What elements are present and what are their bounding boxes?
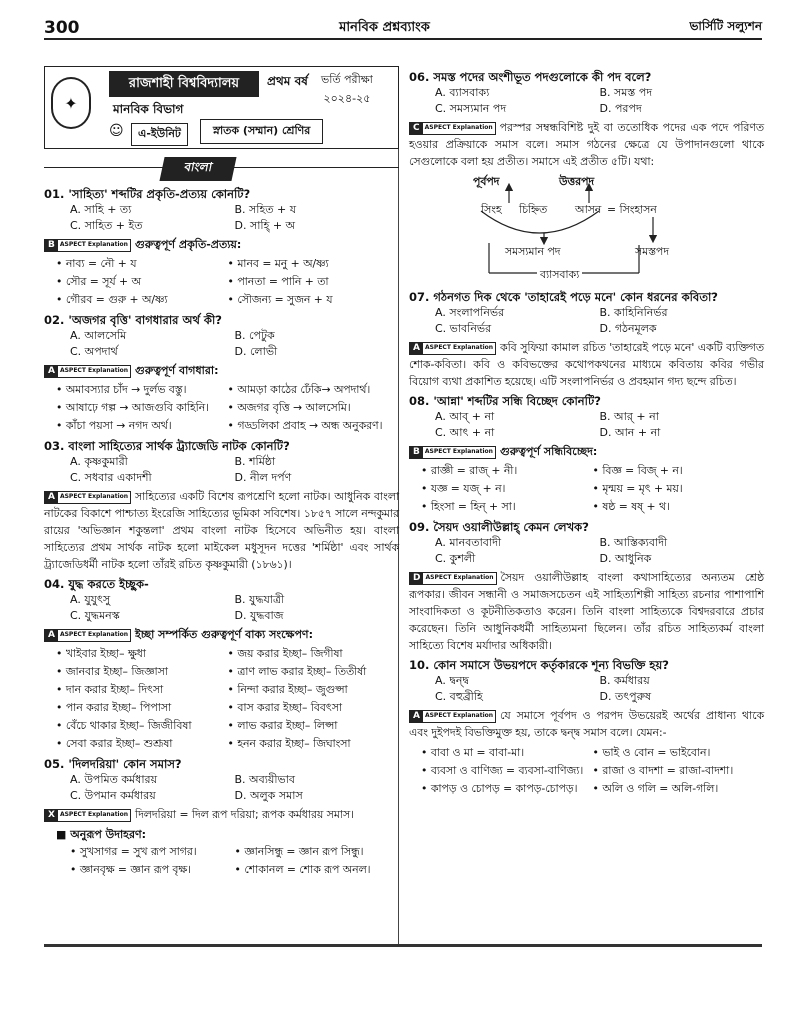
page-number: 300 xyxy=(44,18,80,38)
list-item: • অমাবস্যার চাঁদ → দুর্লভ বস্তু। xyxy=(56,381,228,399)
list-item: • দান করার ইচ্ছা– দিৎসা xyxy=(56,681,228,699)
diagram-word: চিহ্নিত xyxy=(519,203,548,216)
option: B. পেটুক xyxy=(234,329,275,342)
list-item: • ত্রাণ লাভ করার ইচ্ছা– তিতীর্ষা xyxy=(228,663,400,681)
list-item: • জয় করার ইচ্ছা– জিগীষা xyxy=(228,645,400,663)
option: B. যুদ্ধযাত্রী xyxy=(234,593,285,606)
list-item: • গৌরব = গুরু + অ/ষ্ণ্য xyxy=(56,291,228,309)
options-grid xyxy=(44,772,399,804)
list-item: • সুখসাগর = সুখ রূপ সাগর। xyxy=(70,843,235,861)
list-item: • পান করার ইচ্ছা– পিপাসা xyxy=(56,699,228,717)
explanation-text: X ASPECT Explanation দিলদরিয়া = দিল রূপ দরিয়া; রূপক কর্মধারয় সমাস। xyxy=(44,806,399,823)
option: C. যুদ্ধমনস্ক xyxy=(70,609,120,622)
university-name: রাজশাহী বিশ্ববিদ্যালয় xyxy=(109,71,259,97)
list-item: • লাভ করার ইচ্ছা– লিপ্সা xyxy=(228,717,400,735)
option: B. কাহিনিনির্ভর xyxy=(599,306,668,319)
question-block xyxy=(409,393,764,516)
bullet-list xyxy=(44,645,399,753)
option: B. আস্তিক্যবাদী xyxy=(599,536,668,549)
list-item: • গড্ডলিকা প্রবাহ → অন্ধ অনুকরণ। xyxy=(228,417,400,435)
answer-badge: A ASPECT Explanation xyxy=(44,365,131,378)
class-label: স্নাতক (সম্মান) শ্রেণির xyxy=(200,119,323,144)
samasyaman-label: সমস্যমান পদ xyxy=(505,245,561,258)
option: A. ব্যাসবাক্য xyxy=(435,86,490,99)
list-item: • কাঁচা পয়সা → নগদ অর্থ। xyxy=(56,417,228,435)
unit-label: এ-ইউনিট xyxy=(131,123,188,146)
list-item: • সেবা করার ইচ্ছা– শুশ্রূষা xyxy=(56,735,228,753)
answer-badge: D ASPECT Explanation xyxy=(409,572,497,585)
list-item: • বেঁচে থাকার ইচ্ছা– জিজীবিষা xyxy=(56,717,228,735)
question-block xyxy=(44,312,399,435)
list-item: • মৃন্ময় = মৃৎ + ময়। xyxy=(593,480,765,498)
options-grid xyxy=(44,592,399,624)
option: A. সাহি + ত্য xyxy=(70,203,132,216)
bullet-list xyxy=(44,843,399,879)
option: A. দ্বন্দ্ব xyxy=(435,674,469,687)
option: B. কর্মধারয় xyxy=(599,674,650,687)
list-item: • মানব = মনু + অ/ষ্ণ্য xyxy=(228,255,400,273)
option: B. সহিত + য xyxy=(234,203,297,216)
question-text: 01. 'সাহিত্য' শব্দটির প্রকৃতি-প্রত্যয় কোনটি? xyxy=(44,187,251,201)
question-block xyxy=(44,756,399,879)
answer-badge: A ASPECT Explanation xyxy=(44,491,131,504)
option: D. যুদ্ধবাজ xyxy=(234,609,284,622)
list-item: • ব্যবসা ও বাণিজ্য = ব্যবসা-বাণিজ্য। xyxy=(421,762,593,780)
answer-badge: A ASPECT Explanation xyxy=(409,342,496,355)
question-text: 09. সৈয়দ ওয়ালীউল্লাহ্ কেমন লেখক? xyxy=(409,520,589,534)
option: C. কুশলী xyxy=(435,552,476,565)
list-item: • জ্ঞানসিন্ধু = জ্ঞান রূপ সিন্ধু। xyxy=(235,843,400,861)
subject-tag: বাংলা xyxy=(159,157,236,181)
question-block xyxy=(409,289,764,390)
list-item: • নাব্য = নৌ + য xyxy=(56,255,228,273)
question-block xyxy=(409,519,764,654)
byasbakya-label: ব্যাসবাক্য xyxy=(537,266,582,285)
question-text: 06. সমস্ত পদের অংশীভূত পদগুলোকে কী পদ বলে? xyxy=(409,70,652,84)
option: A. আব্ + না xyxy=(435,410,495,423)
book-title: মানবিক প্রশ্নব্যাংক xyxy=(339,19,430,35)
option: D. তৎপুরুষ xyxy=(599,690,652,703)
list-item: • বাবা ও মা = বাবা-মা। xyxy=(421,744,593,762)
list-item: • ভাই ও বোন = ভাইবোন। xyxy=(593,744,765,762)
explanation-title: B ASPECT Explanation গুরুত্বপূর্ণ প্রকৃতি-প্রত্যয়: xyxy=(44,236,399,253)
explanation-text: D ASPECT Explanation সৈয়দ ওয়ালীউল্লাহ বাংলা কথাসাহিত্যের অন্যতম শ্রেষ্ঠ রূপকার। জীবন সন্ধানী ও সমাজসচেতন এই সাহিত্যশিল্পী সাহিত্য রচনার পাশাপাশি সাংবাদিকতা ও কূটনীতিকতাও করেন। তিনি বাংলা সাহিত্যকে বিশ্বদরবারে প্রচার করেছেন। তিনি আধুনিকধর্মী সাহিত্যমনা ছিলেন। তাঁর রচিত সাহিত্যকর্ম বাংলা সাহিত্যে বিশেষ মর্যাদার অধিকারী। xyxy=(409,571,764,652)
list-item: • জানবার ইচ্ছা– জিজ্ঞাসা xyxy=(56,663,228,681)
question-text: 04. যুদ্ধ করতে ইচ্ছুক- xyxy=(44,577,149,591)
list-item: • আষাঢ়ে গল্প → আজগুবি কাহিনি। xyxy=(56,399,228,417)
explanation-title: A ASPECT Explanation গুরুত্বপূর্ণ বাগধারা: xyxy=(44,362,399,379)
options-grid xyxy=(409,409,764,441)
question-block xyxy=(409,657,764,798)
options-grid xyxy=(409,535,764,567)
option: D. পরপদ xyxy=(599,102,642,115)
question-text: 02. 'অজগর বৃত্তি' বাগধারার অর্থ কী? xyxy=(44,313,222,327)
question-block xyxy=(409,69,764,285)
list-item: • জ্ঞানবৃক্ষ = জ্ঞান রূপ বৃক্ষ। xyxy=(70,861,235,879)
options-grid xyxy=(44,454,399,486)
options-grid xyxy=(409,85,764,117)
exam-session-year: ২০২৪-২৫ xyxy=(323,92,371,105)
list-item: • আমড়া কাঠের ঢেঁকি→ অপদার্থ। xyxy=(228,381,400,399)
option: C. বহুব্রীহি xyxy=(435,690,483,703)
option: B. অব্যয়ীভাব xyxy=(234,773,296,786)
list-item: • অজগর বৃত্তি → আলসেমি। xyxy=(228,399,400,417)
list-item: • রাজা ও বাদশা = রাজা-বাদশা। xyxy=(593,762,765,780)
option: D. আধুনিক xyxy=(599,552,652,565)
page-header xyxy=(44,18,762,40)
options-grid xyxy=(44,202,399,234)
option: C. সধবার একাদশী xyxy=(70,471,152,484)
question-text: 07. গঠনগত দিক থেকে 'তাহারেই পড়ে মনে' কোন ধরনের কবিতা? xyxy=(409,290,718,304)
diagram-word: সিংহ xyxy=(481,203,502,216)
list-item: • ষষ্ঠ = ষষ্ + থ। xyxy=(593,498,765,516)
explanation-title: A ASPECT Explanation ইচ্ছা সম্পর্কিত গুরুত্বপূর্ণ বাক্য সংক্ষেপণ: xyxy=(44,626,399,643)
smile-icon: ☺ xyxy=(109,123,124,139)
option: A. মানবতাবাদী xyxy=(435,536,501,549)
list-item: • অলি ও গলি = অলি-গলি। xyxy=(593,780,765,798)
bullet-list xyxy=(44,255,399,309)
option: C. সাহিত + ইত xyxy=(70,219,143,232)
question-text: 10. কোন সমাসে উভয়পদে কর্তৃকারকে শূন্য বিভক্তি হয়? xyxy=(409,658,669,672)
option: B. শর্মিষ্ঠা xyxy=(234,455,276,468)
answer-badge: X ASPECT Explanation xyxy=(44,809,131,822)
option: A. উপমিত কর্মধারয় xyxy=(70,773,158,786)
purvapad-label: পূর্বপদ xyxy=(473,175,500,188)
list-item: • বাস করার ইচ্ছা– বিবৎসা xyxy=(228,699,400,717)
bullet-list xyxy=(44,381,399,435)
question-text: 05. 'দিলদরিয়া' কোন সমাস? xyxy=(44,757,182,771)
page-bottom-rule xyxy=(44,944,762,947)
option: D. অলুক সমাস xyxy=(234,789,303,802)
question-block xyxy=(44,186,399,309)
department-name: মানবিক বিভাগ xyxy=(113,102,184,116)
option: C. ভাবনির্ভর xyxy=(435,322,492,335)
option: A. যুযুৎসু xyxy=(70,593,111,606)
list-item: • সৌজন্য = সুজন + য xyxy=(228,291,400,309)
option: B. আর্ + না xyxy=(599,410,659,423)
diagram-word: আসন xyxy=(575,203,602,216)
list-item: • শোকানল = শোক রূপ অনল। xyxy=(235,861,400,879)
list-item: • হিংসা = হিন্ + সা। xyxy=(421,498,593,516)
explanation-title: B ASPECT Explanation গুরুত্বপূর্ণ সন্ধিবিচ্ছেদ: xyxy=(409,443,764,460)
options-grid xyxy=(409,305,764,337)
answer-badge: B ASPECT Explanation xyxy=(409,446,496,459)
question-text: 03. বাংলা সাহিত্যের সার্থক ট্র্যাজেডি নাটক কোনটি? xyxy=(44,439,290,453)
list-item: • খাইবার ইচ্ছা– ক্ষুধা xyxy=(56,645,228,663)
university-logo-icon: ✦ xyxy=(51,77,91,129)
option: A. কৃষ্ণকুমারী xyxy=(70,455,128,468)
bullet-list xyxy=(409,462,764,516)
list-item: • পানতা = পানি + তা xyxy=(228,273,400,291)
subject-row xyxy=(44,153,399,183)
explanation-text: A ASPECT Explanation যে সমাসে পূর্বপদ ও পরপদ উভয়েরই অর্থের প্রাধান্য থাকে এবং দুইপদই বিভক্তিমুক্ত হয়, তাকে দ্বন্দ্ব সমাস বলে। যেমন:- xyxy=(409,709,764,739)
option: D. নীল দর্পণ xyxy=(234,471,292,484)
list-item: • বিজ্ঞ = বিজ্ + ন। xyxy=(593,462,765,480)
answer-badge: A ASPECT Explanation xyxy=(409,710,496,723)
option: D. সাহি্ + অ xyxy=(234,219,296,232)
list-item: • হনন করার ইচ্ছা– জিঘাংসা xyxy=(228,735,400,753)
option: A. সংলাপনির্ভর xyxy=(435,306,505,319)
answer-badge: B ASPECT Explanation xyxy=(44,239,131,252)
publisher-name: ভার্সিটি সল্যুশন xyxy=(689,19,762,33)
options-grid xyxy=(409,673,764,705)
question-block xyxy=(44,438,399,573)
exam-session xyxy=(321,71,373,109)
list-item: • রাজ্ঞী = রাজ্ + নী। xyxy=(421,462,593,480)
answer-badge: C ASPECT Explanation xyxy=(409,122,496,135)
option: C. আৎ + না xyxy=(435,426,495,439)
explanation-text: A ASPECT Explanation কবি সুফিয়া কামাল রচিত 'তাহারেই পড়ে মনে' একটি ব্যক্তিগত শোক-কবিতা। কবি ও কবিভক্তের কথোপকথনের মাধ্যমে কবিতায় কবির গভীর বিয়োগ ব্যথা প্রকাশিত হয়েছে। এটি সংলাপনির্ভর ও প্রবহমান গদ্য ছন্দে রচিত। xyxy=(409,341,764,388)
uttarpad-label: উত্তরপদ xyxy=(559,175,595,188)
list-item: • কাপড় ও চোপড় = কাপড়-চোপড়। xyxy=(421,780,593,798)
option: A. আলসেমি xyxy=(70,329,127,342)
samastapad-label: সমস্তপদ xyxy=(635,245,669,258)
option: C. উপমান কর্মধারয় xyxy=(70,789,156,802)
bullet-list xyxy=(409,744,764,798)
option: C. সমস্যমান পদ xyxy=(435,102,507,115)
sub-heading: ■ অনুরূপ উদাহরণ: xyxy=(56,826,399,843)
answer-badge: A ASPECT Explanation xyxy=(44,629,131,642)
exam-title: ভর্তি পরীক্ষা xyxy=(321,73,373,86)
list-item: • যজ্ঞ = যজ্ + ন। xyxy=(421,480,593,498)
explanation-text: C ASPECT Explanation পরস্পর সম্বন্ধবিশিষ্ট দুই বা ততোধিক পদের এক পদে পরিণত হওয়ার প্রক্রিয়াকে সমাস বলে। সমাস গঠনের ক্ষেত্রে যে উপাদানগুলো থাকে সেগুলোকে বলা হয় প্রতীত। সমাসে এই প্রতীত ৫টি। যথা: xyxy=(409,121,764,168)
left-column xyxy=(44,66,399,879)
option: D. আন + না xyxy=(599,426,661,439)
explanation-text: A ASPECT Explanation সাহিত্যের একটি বিশেষ রূপশ্রেণি হলো নাটক। আধুনিক বাংলা নাটকের বিকাশে পাশ্চাত্য ইংরেজি সাহিত্যের ভূমিকা সবিশেষ। ১৮৫৭ সালে নন্দকুমার রায়ের 'অভিজ্ঞান শকুন্তলা' প্রথম বাংলা নাটক হিসেবে অভিনীত হয়। বাংলা সাহিত্যের প্রথম সার্থক নাটক হলো মাইকেল মধুসূদন দত্তের 'শর্মিষ্ঠা' এবং সার্থক ট্র্যাজেডিধর্মী নাটক হলো তাঁরই রচিত কৃষ্ণকুমারী (১৮৬১)। xyxy=(44,490,399,571)
option: C. অপদার্থ xyxy=(70,345,118,358)
options-grid xyxy=(44,328,399,360)
option: D. লোভী xyxy=(234,345,278,358)
diagram-result: = সিংহাসন xyxy=(607,203,657,216)
question-text: 08. 'আন্না' শব্দটির সন্ধি বিচ্ছেদ কোনটি? xyxy=(409,394,601,408)
right-column xyxy=(409,66,764,798)
samas-diagram xyxy=(409,173,764,285)
exam-year-label: প্রথম বর্ষ xyxy=(267,74,308,88)
question-block xyxy=(44,576,399,753)
list-item: • নিন্দা করার ইচ্ছা– জুগুপ্সা xyxy=(228,681,400,699)
list-item: • সৌর = সূর্য + অ xyxy=(56,273,228,291)
option: B. সমস্ত পদ xyxy=(599,86,653,99)
option: D. গঠনমূলক xyxy=(599,322,657,335)
university-box xyxy=(44,66,399,149)
